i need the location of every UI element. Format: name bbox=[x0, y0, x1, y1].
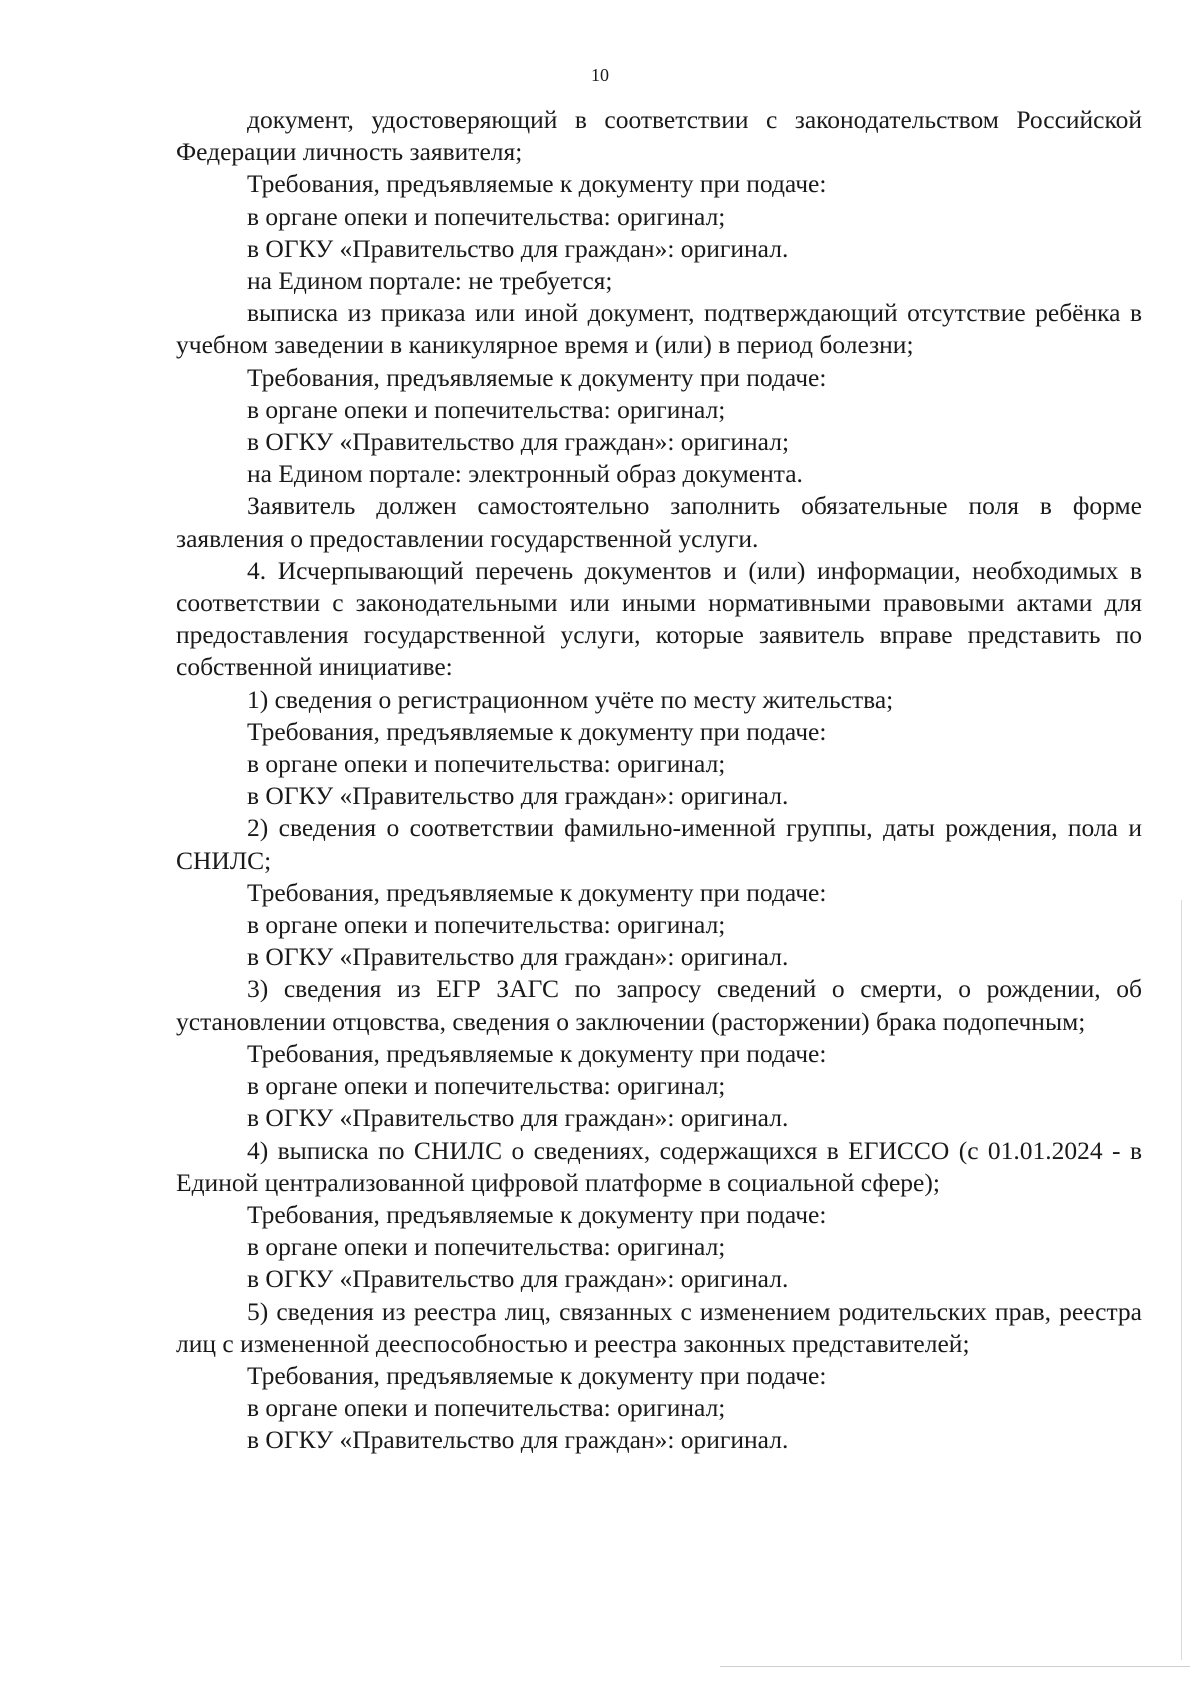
paragraph-portal-electronic-image: на Едином портале: электронный образ документа. bbox=[247, 459, 803, 489]
paragraph-requirements: Требования, предъявляемые к документу при подаче: bbox=[247, 1199, 827, 1229]
paragraph-ogku-original: в ОГКУ «Правительство для граждан»: оригинал. bbox=[247, 942, 789, 972]
paragraph-requirements: Требования, предъявляемые к документу при подаче: bbox=[247, 716, 827, 746]
paragraph-guardianship-original: в органе опеки и попечительства: оригинал; bbox=[247, 201, 726, 231]
paragraph-item-1: 1) сведения о регистрационном учёте по месту жительства; bbox=[247, 684, 894, 714]
paragraph-ogku-original: в ОГКУ «Правительство для граждан»: оригинал. bbox=[247, 1264, 789, 1294]
paragraph-ogku-original: в ОГКУ «Правительство для граждан»: оригинал. bbox=[247, 1425, 789, 1455]
paragraph-identity-document: документ, удостоверяющий в соответствии с законодательством Российской Федерации личность заявителя; bbox=[176, 105, 1142, 167]
paragraph-order-extract: выписка из приказа или иной документ, подтверждающий отсутствие ребёнка в учебном заведении в каникулярное время и (или) в период болезни; bbox=[176, 298, 1142, 360]
paragraph-requirements: Требования, предъявляемые к документу при подаче: bbox=[247, 877, 827, 907]
page-number: 10 bbox=[591, 65, 609, 85]
document-body bbox=[176, 104, 1142, 1457]
paragraph-guardianship-original: в органе опеки и попечительства: оригинал; bbox=[247, 1393, 726, 1423]
paragraph-requirements: Требования, предъявляемые к документу при подаче: bbox=[247, 169, 827, 199]
paragraph-section-4: 4. Исчерпывающий перечень документов и (или) информации, необходимых в соответствии с законодательными или иными нормативными правовыми актами для предоставления государственной услуги, которые заявитель вправе представить по собственной инициативе: bbox=[176, 555, 1142, 682]
paragraph-item-3: 3) сведения из ЕГР ЗАГС по запросу сведений о смерти, о рождении, об установлении отцовства, сведения о заключении (расторжении) брака подопечным; bbox=[176, 974, 1142, 1036]
paragraph-ogku-original: в ОГКУ «Правительство для граждан»: оригинал. bbox=[247, 1103, 789, 1133]
paragraph-ogku-original: в ОГКУ «Правительство для граждан»: оригинал; bbox=[247, 427, 790, 457]
paragraph-requirements: Требования, предъявляемые к документу при подаче: bbox=[247, 1038, 827, 1068]
paragraph-item-2: 2) сведения о соответствии фамильно-именной группы, даты рождения, пола и СНИЛС; bbox=[176, 813, 1142, 875]
scan-bottom-line bbox=[720, 1666, 1190, 1667]
paragraph-portal-not-required: на Едином портале: не требуется; bbox=[247, 266, 613, 296]
paragraph-requirements: Требования, предъявляемые к документу при подаче: bbox=[247, 1360, 827, 1390]
paragraph-ogku-original: в ОГКУ «Правительство для граждан»: оригинал. bbox=[247, 781, 789, 811]
paragraph-guardianship-original: в органе опеки и попечительства: оригинал; bbox=[247, 749, 726, 779]
paragraph-item-4: 4) выписка по СНИЛС о сведениях, содержащихся в ЕГИССО (с 01.01.2024 - в Единой централизованной цифровой платформе в социальной сфере); bbox=[176, 1135, 1142, 1197]
paragraph-guardianship-original: в органе опеки и попечительства: оригинал; bbox=[247, 910, 726, 940]
paragraph-guardianship-original: в органе опеки и попечительства: оригинал; bbox=[247, 1071, 726, 1101]
paragraph-guardianship-original: в органе опеки и попечительства: оригинал; bbox=[247, 1232, 726, 1262]
paragraph-item-5: 5) сведения из реестра лиц, связанных с изменением родительских прав, реестра лиц с измененной дееспособностью и реестра законных представителей; bbox=[176, 1296, 1142, 1358]
scan-edge-line bbox=[1181, 900, 1182, 1660]
paragraph-ogku-original: в ОГКУ «Правительство для граждан»: оригинал. bbox=[247, 233, 789, 263]
paragraph-applicant-fills-fields: Заявитель должен самостоятельно заполнить обязательные поля в форме заявления о предоставлении государственной услуги. bbox=[176, 491, 1142, 553]
paragraph-requirements: Требования, предъявляемые к документу при подаче: bbox=[247, 362, 827, 392]
paragraph-guardianship-original: в органе опеки и попечительства: оригинал; bbox=[247, 394, 726, 424]
